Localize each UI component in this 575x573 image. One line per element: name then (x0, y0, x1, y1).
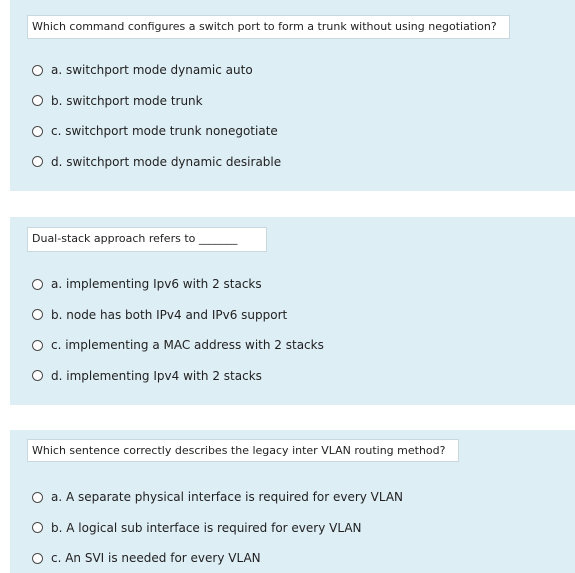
question-card-1 (10, 0, 575, 191)
radio-button-icon[interactable] (32, 553, 43, 564)
answer-options-1 (32, 55, 575, 177)
answer-option-3b[interactable] (32, 513, 575, 544)
answer-option-3c[interactable] (32, 543, 575, 573)
radio-button-icon[interactable] (32, 65, 43, 76)
question-card-3 (10, 430, 575, 573)
answer-options-2 (32, 269, 575, 391)
radio-button-icon[interactable] (32, 95, 43, 106)
answer-options-3 (32, 482, 575, 573)
answer-label: d. switchport mode dynamic desirable (51, 154, 282, 169)
answer-label: c. An SVI is needed for every VLAN (51, 551, 261, 566)
answer-option-2a[interactable] (32, 269, 575, 300)
radio-button-icon[interactable] (32, 522, 43, 533)
answer-label: b. switchport mode trunk (51, 93, 203, 108)
question-card-2 (10, 217, 575, 405)
question-text-3: Which sentence correctly describes the legacy inter VLAN routing method? (27, 439, 459, 462)
answer-label: b. A logical sub interface is required for every VLAN (51, 520, 362, 535)
answer-label: a. A separate physical interface is required for every VLAN (51, 490, 404, 505)
radio-button-icon[interactable] (32, 309, 43, 320)
radio-button-icon[interactable] (32, 370, 43, 381)
answer-label: c. implementing a MAC address with 2 stacks (51, 338, 324, 353)
answer-label: c. switchport mode trunk nonegotiate (51, 124, 278, 139)
answer-option-1d[interactable] (32, 147, 575, 178)
answer-label: a. switchport mode dynamic auto (51, 63, 253, 78)
answer-option-2b[interactable] (32, 300, 575, 331)
answer-option-1a[interactable] (32, 55, 575, 86)
question-text-1: Which command configures a switch port to form a trunk without using negotiation? (27, 15, 510, 39)
answer-option-3a[interactable] (32, 482, 575, 513)
radio-button-icon[interactable] (32, 279, 43, 290)
answer-option-2c[interactable] (32, 330, 575, 361)
answer-label: d. implementing Ipv4 with 2 stacks (51, 368, 262, 383)
radio-button-icon[interactable] (32, 340, 43, 351)
radio-button-icon[interactable] (32, 126, 43, 137)
answer-option-1c[interactable] (32, 116, 575, 147)
answer-label: b. node has both IPv4 and IPv6 support (51, 307, 288, 322)
answer-option-1b[interactable] (32, 86, 575, 117)
question-text-2: Dual-stack approach refers to _______ (27, 227, 267, 252)
answer-option-2d[interactable] (32, 361, 575, 392)
radio-button-icon[interactable] (32, 492, 43, 503)
radio-button-icon[interactable] (32, 156, 43, 167)
answer-label: a. implementing Ipv6 with 2 stacks (51, 277, 262, 292)
